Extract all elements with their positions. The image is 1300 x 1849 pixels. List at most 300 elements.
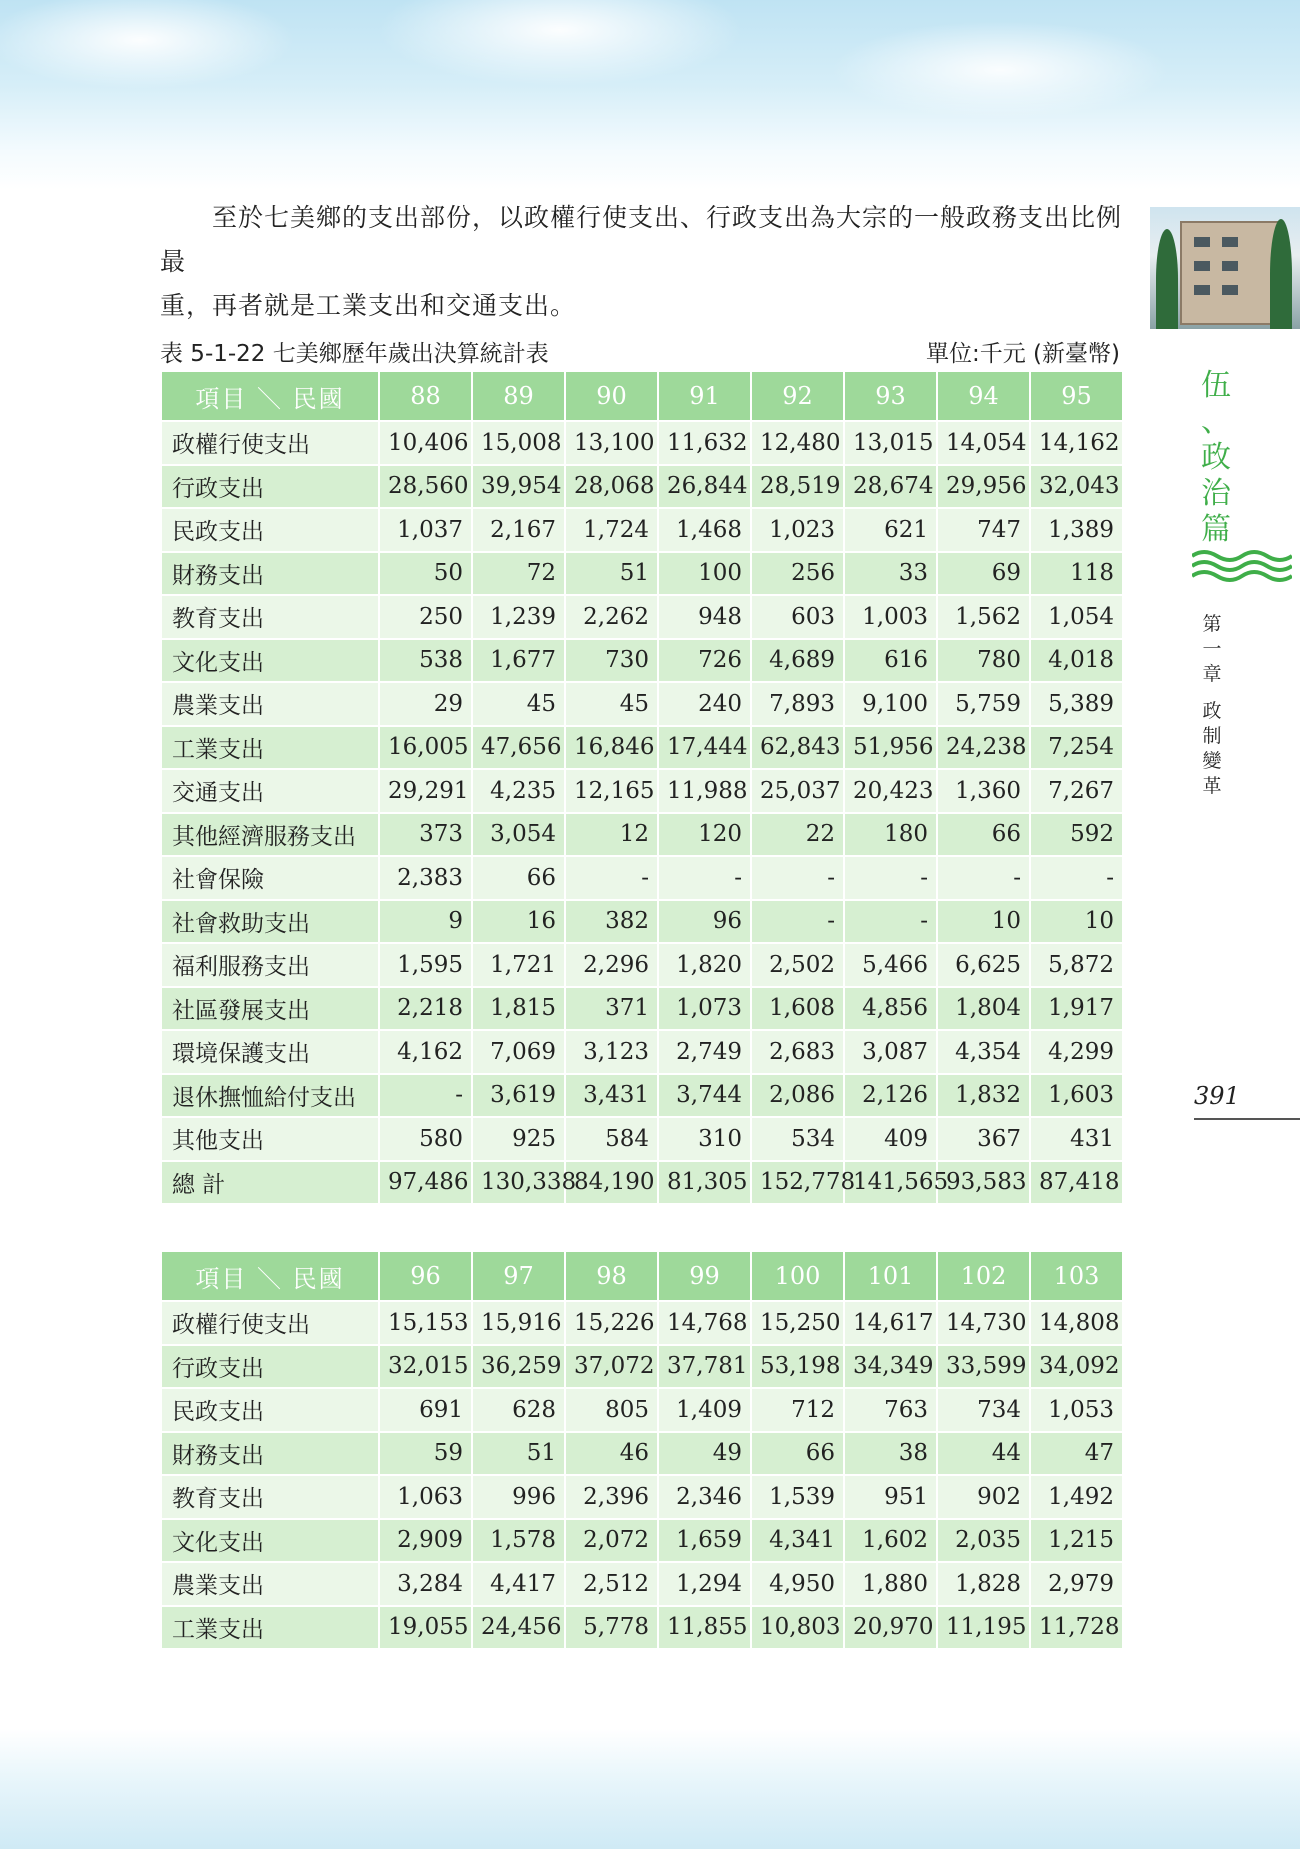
value-cell: 20,970 [845,1607,936,1649]
table-row [162,770,1122,812]
value-cell: 2,749 [659,1031,750,1073]
value-cell: 29,956 [938,466,1029,508]
value-cell: 2,396 [566,1476,657,1518]
value-cell: 1,832 [938,1075,1029,1117]
value-cell: 10,406 [380,422,471,464]
value-cell: 28,519 [752,466,843,508]
value-cell: 46 [566,1433,657,1475]
value-cell: 2,126 [845,1075,936,1117]
value-cell: 951 [845,1476,936,1518]
value-cell: 36,259 [473,1346,564,1388]
value-cell: 1,360 [938,770,1029,812]
value-cell: 24,238 [938,727,1029,769]
tree-shape [1156,229,1178,329]
value-cell: 12,480 [752,422,843,464]
value-cell: - [845,901,936,943]
value-cell: 2,072 [566,1520,657,1562]
value-cell: 4,950 [752,1563,843,1605]
row-label-cell: 交通支出 [162,770,378,812]
value-cell: 50 [380,553,471,595]
value-cell: 2,383 [380,857,471,899]
value-cell: 3,431 [566,1075,657,1117]
table-row [162,509,1122,551]
value-cell: 51 [566,553,657,595]
value-cell: 26,844 [659,466,750,508]
row-label-cell: 其他經濟服務支出 [162,814,378,856]
row-label-cell: 工業支出 [162,727,378,769]
value-cell: 16,846 [566,727,657,769]
value-cell: 4,856 [845,988,936,1030]
value-cell: - [380,1075,471,1117]
table-header-row [162,372,1122,420]
value-cell: 628 [473,1389,564,1431]
header-year-cell: 93 [845,372,936,420]
value-cell: 33,599 [938,1346,1029,1388]
value-cell: 29,291 [380,770,471,812]
chapter-char: 制 [1202,725,1222,747]
value-cell: 38 [845,1433,936,1475]
value-cell: 730 [566,640,657,682]
value-cell: 1,539 [752,1476,843,1518]
value-cell: 120 [659,814,750,856]
row-label-cell: 教育支出 [162,1476,378,1518]
value-cell: 2,512 [566,1563,657,1605]
row-label-cell: 財務支出 [162,1433,378,1475]
value-cell: 11,988 [659,770,750,812]
header-year-cell: 102 [938,1252,1029,1300]
table-row [162,727,1122,769]
value-cell: - [752,857,843,899]
header-year-cell: 92 [752,372,843,420]
value-cell: 5,778 [566,1607,657,1649]
value-cell: 11,855 [659,1607,750,1649]
row-label-cell: 農業支出 [162,1563,378,1605]
value-cell: 310 [659,1118,750,1160]
value-cell: 15,250 [752,1302,843,1344]
table-row [162,640,1122,682]
value-cell: 9,100 [845,683,936,725]
row-label-cell: 政權行使支出 [162,422,378,464]
row-label-cell: 民政支出 [162,1389,378,1431]
value-cell: 902 [938,1476,1029,1518]
header-year-cell: 97 [473,1252,564,1300]
value-cell: 100 [659,553,750,595]
chapter-char: 一 [1202,638,1222,660]
value-cell: 1,389 [1031,509,1122,551]
value-cell: 7,069 [473,1031,564,1073]
value-cell: 948 [659,596,750,638]
window-shape [1222,285,1238,295]
value-cell: 996 [473,1476,564,1518]
value-cell: 4,018 [1031,640,1122,682]
value-cell: 1,721 [473,944,564,986]
row-label-cell: 社會保險 [162,857,378,899]
value-cell: 3,054 [473,814,564,856]
value-cell: 1,880 [845,1563,936,1605]
value-cell: 1,003 [845,596,936,638]
header-year-cell: 103 [1031,1252,1122,1300]
value-cell: 712 [752,1389,843,1431]
header-year-cell: 91 [659,372,750,420]
value-cell: 44 [938,1433,1029,1475]
value-cell: 1,063 [380,1476,471,1518]
value-cell: 32,043 [1031,466,1122,508]
row-label-cell: 退休撫恤給付支出 [162,1075,378,1117]
value-cell: 47 [1031,1433,1122,1475]
value-cell: 3,744 [659,1075,750,1117]
value-cell: 2,979 [1031,1563,1122,1605]
value-cell: 72 [473,553,564,595]
value-cell: 1,239 [473,596,564,638]
window-shape [1222,237,1238,247]
table-row [162,1389,1122,1431]
table-row [162,944,1122,986]
value-cell: 240 [659,683,750,725]
value-cell: 367 [938,1118,1029,1160]
chapter-char: 第 [1202,613,1222,635]
expenditure-table-88-95 [160,370,1124,1205]
table-row [162,1162,1122,1204]
value-cell: 616 [845,640,936,682]
value-cell: 1,815 [473,988,564,1030]
value-cell: 12,165 [566,770,657,812]
row-label-cell: 行政支出 [162,1346,378,1388]
header-corner-cell: 項目 ＼ 民國 [162,372,378,420]
value-cell: 1,562 [938,596,1029,638]
value-cell: 371 [566,988,657,1030]
value-cell: 2,909 [380,1520,471,1562]
header-corner-cell: 項目 ＼ 民國 [162,1252,378,1300]
value-cell: 409 [845,1118,936,1160]
table-row [162,422,1122,464]
value-cell: 20,423 [845,770,936,812]
row-label-cell: 社會救助支出 [162,901,378,943]
value-cell: 2,218 [380,988,471,1030]
value-cell: 49 [659,1433,750,1475]
table-caption [160,335,1120,367]
table-row [162,1302,1122,1344]
row-label-cell: 其他支出 [162,1118,378,1160]
section-title-char: 政 [1201,440,1231,475]
value-cell: 15,008 [473,422,564,464]
value-cell: 1,053 [1031,1389,1122,1431]
section-title-vertical [1198,368,1234,548]
row-label-cell: 農業支出 [162,683,378,725]
building-shape [1180,221,1280,325]
value-cell: 14,730 [938,1302,1029,1344]
row-label-cell: 總 計 [162,1162,378,1204]
value-cell: 22 [752,814,843,856]
intro-line-1: 至於七美鄉的支出部份，以政權行使支出、行政支出為大宗的一般政務支出比例最 [160,203,1123,276]
table-row [162,1563,1122,1605]
table-row [162,1520,1122,1562]
value-cell: 15,916 [473,1302,564,1344]
value-cell: 4,354 [938,1031,1029,1073]
chapter-char: 政 [1202,700,1222,722]
chapter-char: 變 [1202,750,1222,772]
value-cell: 7,267 [1031,770,1122,812]
row-label-cell: 教育支出 [162,596,378,638]
value-cell: 97,486 [380,1162,471,1204]
window-shape [1194,285,1210,295]
value-cell: 37,072 [566,1346,657,1388]
value-cell: - [566,857,657,899]
value-cell: 28,674 [845,466,936,508]
value-cell: 32,015 [380,1346,471,1388]
value-cell: 11,728 [1031,1607,1122,1649]
chapter-label-vertical [1200,612,1224,799]
value-cell: 5,466 [845,944,936,986]
value-cell: 1,917 [1031,988,1122,1030]
value-cell: 6,625 [938,944,1029,986]
value-cell: 431 [1031,1118,1122,1160]
row-label-cell: 民政支出 [162,509,378,551]
table-header-row [162,1252,1122,1300]
value-cell: 14,617 [845,1302,936,1344]
page-number-rule [1194,1118,1300,1120]
value-cell: - [752,901,843,943]
value-cell: 2,035 [938,1520,1029,1562]
chapter-char: 章 [1202,663,1222,685]
value-cell: 130,338 [473,1162,564,1204]
value-cell: - [659,857,750,899]
value-cell: 39,954 [473,466,564,508]
value-cell: 59 [380,1433,471,1475]
table-row [162,814,1122,856]
sky-banner [0,0,1300,190]
value-cell: 603 [752,596,843,638]
table-unit: 單位:千元 (新臺幣) [925,341,1120,367]
value-cell: 1,820 [659,944,750,986]
value-cell: 747 [938,509,1029,551]
value-cell: 81,305 [659,1162,750,1204]
value-cell: - [845,857,936,899]
table-row [162,988,1122,1030]
header-year-cell: 88 [380,372,471,420]
value-cell: 24,456 [473,1607,564,1649]
value-cell: 51,956 [845,727,936,769]
value-cell: - [938,857,1029,899]
value-cell: 4,417 [473,1563,564,1605]
header-year-cell: 89 [473,372,564,420]
value-cell: 66 [752,1433,843,1475]
value-cell: 4,235 [473,770,564,812]
page-number: 391 [1194,1082,1240,1110]
header-year-cell: 98 [566,1252,657,1300]
value-cell: 34,349 [845,1346,936,1388]
value-cell: 87,418 [1031,1162,1122,1204]
table-row [162,1476,1122,1518]
header-year-cell: 90 [566,372,657,420]
value-cell: 33 [845,553,936,595]
value-cell: 1,294 [659,1563,750,1605]
value-cell: 14,768 [659,1302,750,1344]
value-cell: 373 [380,814,471,856]
value-cell: 15,153 [380,1302,471,1344]
value-cell: 1,602 [845,1520,936,1562]
value-cell: 14,162 [1031,422,1122,464]
value-cell: 10,803 [752,1607,843,1649]
value-cell: 47,656 [473,727,564,769]
value-cell: - [1031,857,1122,899]
value-cell: 11,632 [659,422,750,464]
value-cell: 621 [845,509,936,551]
value-cell: 1,054 [1031,596,1122,638]
value-cell: 1,037 [380,509,471,551]
value-cell: 4,341 [752,1520,843,1562]
value-cell: 538 [380,640,471,682]
intro-line-2: 重，再者就是工業支出和交通支出。 [160,291,577,320]
value-cell: 14,808 [1031,1302,1122,1344]
value-cell: 5,759 [938,683,1029,725]
value-cell: 118 [1031,553,1122,595]
value-cell: 2,167 [473,509,564,551]
value-cell: 1,468 [659,509,750,551]
row-label-cell: 行政支出 [162,466,378,508]
table-title: 表 5-1-22 七美鄉歷年歲出決算統計表 [160,341,549,367]
value-cell: 152,778 [752,1162,843,1204]
table-row [162,683,1122,725]
value-cell: 10 [938,901,1029,943]
value-cell: 1,215 [1031,1520,1122,1562]
tree-shape [1270,219,1292,329]
row-label-cell: 政權行使支出 [162,1302,378,1344]
value-cell: 141,565 [845,1162,936,1204]
green-waves-icon [1192,548,1292,588]
value-cell: 1,409 [659,1389,750,1431]
value-cell: 1,595 [380,944,471,986]
value-cell: 1,659 [659,1520,750,1562]
header-year-cell: 100 [752,1252,843,1300]
value-cell: 584 [566,1118,657,1160]
value-cell: 45 [473,683,564,725]
row-label-cell: 社區發展支出 [162,988,378,1030]
header-year-cell: 101 [845,1252,936,1300]
intro-paragraph [160,196,1128,328]
value-cell: 16 [473,901,564,943]
value-cell: 28,068 [566,466,657,508]
window-shape [1194,237,1210,247]
value-cell: 3,284 [380,1563,471,1605]
value-cell: 96 [659,901,750,943]
header-year-cell: 96 [380,1252,471,1300]
table-row [162,857,1122,899]
value-cell: 13,100 [566,422,657,464]
value-cell: 250 [380,596,471,638]
value-cell: 4,299 [1031,1031,1122,1073]
table-row [162,1433,1122,1475]
value-cell: 45 [566,683,657,725]
window-shape [1222,261,1238,271]
value-cell: 29 [380,683,471,725]
value-cell: 2,296 [566,944,657,986]
wave-footer [0,1729,1300,1849]
window-shape [1194,261,1210,271]
chapter-char: 革 [1202,775,1222,797]
value-cell: 256 [752,553,843,595]
value-cell: 726 [659,640,750,682]
value-cell: 11,195 [938,1607,1029,1649]
row-label-cell: 福利服務支出 [162,944,378,986]
table-row [162,1607,1122,1649]
value-cell: 7,254 [1031,727,1122,769]
expenditure-table-96-103 [160,1250,1124,1650]
value-cell: 28,560 [380,466,471,508]
section-title-char: 、 [1201,404,1231,439]
value-cell: 4,162 [380,1031,471,1073]
value-cell: 780 [938,640,1029,682]
value-cell: 13,015 [845,422,936,464]
value-cell: 1,608 [752,988,843,1030]
table-row [162,466,1122,508]
value-cell: 2,683 [752,1031,843,1073]
value-cell: 66 [938,814,1029,856]
value-cell: 180 [845,814,936,856]
header-year-cell: 99 [659,1252,750,1300]
value-cell: 1,578 [473,1520,564,1562]
section-title-char: 篇 [1201,512,1231,547]
table-row [162,553,1122,595]
value-cell: 69 [938,553,1029,595]
value-cell: 382 [566,901,657,943]
value-cell: 580 [380,1118,471,1160]
value-cell: 66 [473,857,564,899]
value-cell: 592 [1031,814,1122,856]
value-cell: 1,603 [1031,1075,1122,1117]
value-cell: 84,190 [566,1162,657,1204]
table-row [162,1346,1122,1388]
value-cell: 734 [938,1389,1029,1431]
value-cell: 534 [752,1118,843,1160]
value-cell: 12 [566,814,657,856]
building-photo [1150,207,1300,329]
table-row [162,901,1122,943]
value-cell: 1,828 [938,1563,1029,1605]
value-cell: 925 [473,1118,564,1160]
row-label-cell: 財務支出 [162,553,378,595]
header-year-cell: 94 [938,372,1029,420]
value-cell: 53,198 [752,1346,843,1388]
row-label-cell: 環境保護支出 [162,1031,378,1073]
value-cell: 37,781 [659,1346,750,1388]
value-cell: 14,054 [938,422,1029,464]
value-cell: 1,724 [566,509,657,551]
table-row [162,1075,1122,1117]
value-cell: 5,389 [1031,683,1122,725]
value-cell: 9 [380,901,471,943]
table-row [162,596,1122,638]
value-cell: 763 [845,1389,936,1431]
value-cell: 2,346 [659,1476,750,1518]
value-cell: 691 [380,1389,471,1431]
value-cell: 34,092 [1031,1346,1122,1388]
value-cell: 2,262 [566,596,657,638]
value-cell: 7,893 [752,683,843,725]
row-label-cell: 工業支出 [162,1607,378,1649]
value-cell: 17,444 [659,727,750,769]
value-cell: 4,689 [752,640,843,682]
row-label-cell: 文化支出 [162,640,378,682]
section-title-char: 伍 [1201,368,1231,403]
value-cell: 1,023 [752,509,843,551]
row-label-cell: 文化支出 [162,1520,378,1562]
value-cell: 16,005 [380,727,471,769]
table-row [162,1031,1122,1073]
value-cell: 62,843 [752,727,843,769]
value-cell: 1,073 [659,988,750,1030]
value-cell: 3,087 [845,1031,936,1073]
value-cell: 3,619 [473,1075,564,1117]
